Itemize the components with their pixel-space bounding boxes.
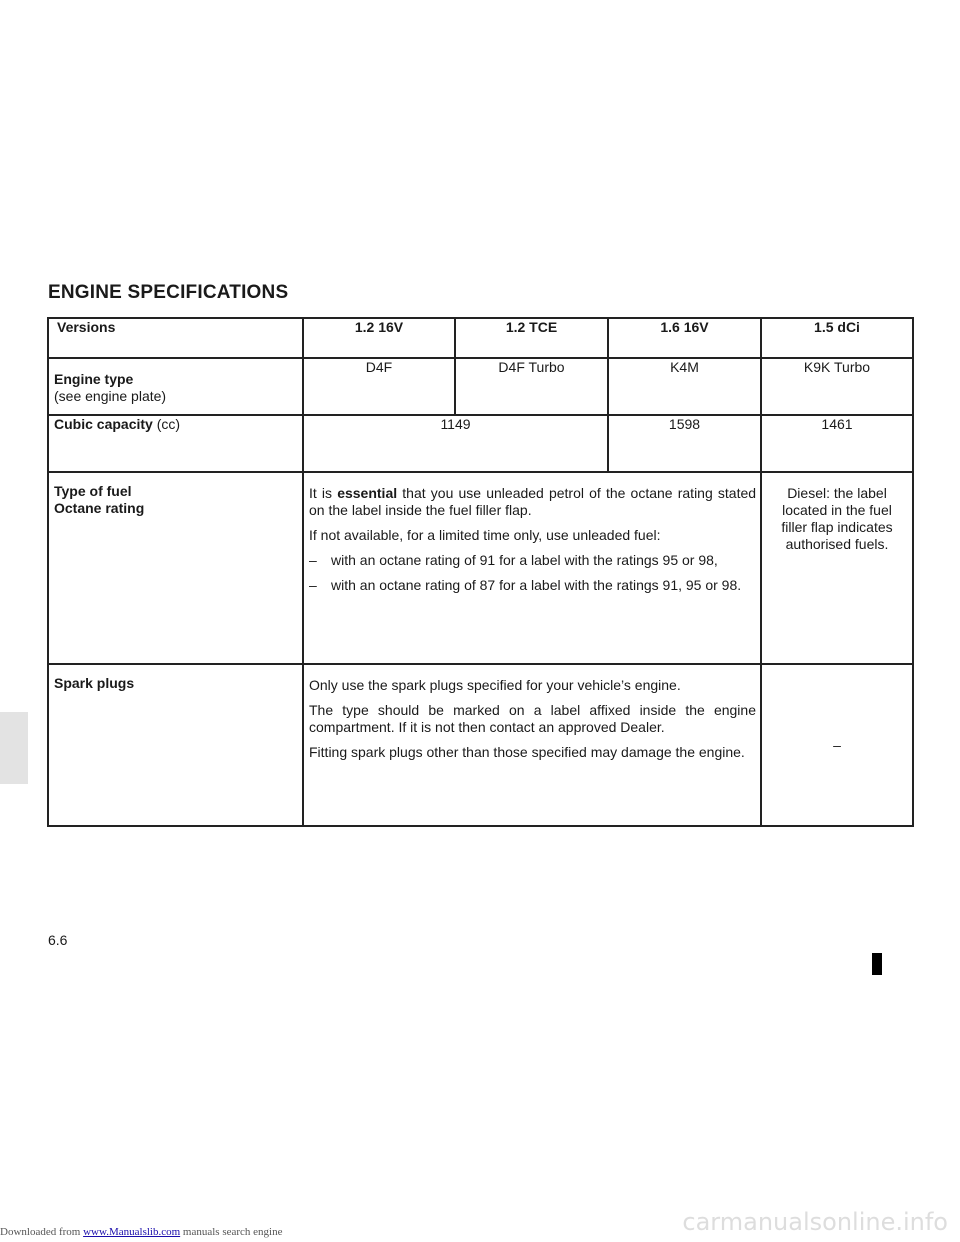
watermark: carmanualsonline.info bbox=[682, 1208, 948, 1236]
spark-paragraph: Fitting spark plugs other than those specified may damage the engine. bbox=[309, 744, 745, 760]
table-row-spark-plugs bbox=[48, 664, 913, 826]
fuel-paragraph: If not available, for a limited time only, use unleaded fuel: bbox=[309, 527, 661, 543]
fuel-text-start: It is bbox=[309, 485, 333, 501]
dash-glyph: – bbox=[309, 577, 317, 593]
engine-type-subtitle: (see engine plate) bbox=[54, 388, 167, 404]
fuel-text-bold: essential bbox=[337, 485, 398, 501]
header-col: 1.2 16V bbox=[303, 318, 455, 358]
chapter-tab bbox=[0, 712, 28, 784]
spark-plugs-cell bbox=[303, 664, 761, 826]
spark-diesel-cell: – bbox=[761, 664, 913, 826]
fuel-label bbox=[48, 472, 303, 664]
manualslib-link[interactable]: www.Manualslib.com bbox=[83, 1226, 181, 1238]
page-edge-marker bbox=[872, 953, 882, 975]
fuel-paragraph bbox=[309, 485, 756, 519]
spark-plugs-label bbox=[48, 664, 303, 826]
spark-plugs-title: Spark plugs bbox=[54, 675, 135, 691]
cubic-capacity-title: Cubic capacity bbox=[54, 416, 153, 432]
footer-prefix: Downloaded from bbox=[0, 1226, 81, 1238]
table-cell: 1149 bbox=[303, 415, 608, 472]
spark-paragraph: Only use the spark plugs specified for your vehicle’s engine. bbox=[309, 677, 681, 693]
table-row-fuel bbox=[48, 472, 913, 664]
page-number: 6.6 bbox=[48, 932, 68, 948]
fuel-label-line2: Octane rating bbox=[54, 500, 145, 516]
page-title: ENGINE SPECIFICATIONS bbox=[48, 282, 289, 303]
fuel-bullet bbox=[309, 577, 756, 594]
fuel-bullet bbox=[309, 552, 756, 569]
engine-spec-table bbox=[47, 317, 914, 827]
header-col: 1.2 TCE bbox=[455, 318, 608, 358]
diesel-fuel-text: Diesel: the label located in the fuel filler flap indicates authorised fuels. bbox=[781, 485, 893, 552]
table-cell: K9K Turbo bbox=[761, 358, 913, 415]
table-cell: 1598 bbox=[608, 415, 761, 472]
cubic-capacity-unit: (cc) bbox=[156, 416, 181, 432]
table-header-row bbox=[48, 318, 913, 358]
table-cell: 1461 bbox=[761, 415, 913, 472]
spark-paragraph: The type should be marked on a label affixed inside the engine compartment. If it is not then contact an approved Dealer. bbox=[309, 702, 756, 735]
cubic-capacity-label bbox=[48, 415, 303, 472]
fuel-label-line1: Type of fuel bbox=[54, 483, 132, 499]
table-cell: D4F bbox=[303, 358, 455, 415]
header-col: 1.5 dCi bbox=[761, 318, 913, 358]
table-row-cubic-capacity bbox=[48, 415, 913, 472]
header-versions: Versions bbox=[48, 318, 303, 358]
header-col: 1.6 16V bbox=[608, 318, 761, 358]
download-footer bbox=[0, 1226, 282, 1238]
fuel-bullet-text: with an octane rating of 87 for a label with the ratings 91, 95 or 98. bbox=[331, 577, 742, 593]
footer-suffix: manuals search engine bbox=[182, 1226, 283, 1238]
engine-type-label bbox=[48, 358, 303, 415]
table-row-engine-type bbox=[48, 358, 913, 415]
diesel-fuel-cell bbox=[761, 472, 913, 664]
table-cell: K4M bbox=[608, 358, 761, 415]
fuel-bullet-text: with an octane rating of 91 for a label with the ratings 95 or 98, bbox=[331, 552, 718, 568]
engine-type-title: Engine type bbox=[54, 371, 134, 387]
table-cell: D4F Turbo bbox=[455, 358, 608, 415]
fuel-text-end: that you use unleaded petrol of the octane rating stated on the label inside the fuel filler flap. bbox=[309, 485, 757, 518]
petrol-fuel-cell bbox=[303, 472, 761, 664]
dash-glyph: – bbox=[309, 552, 317, 568]
